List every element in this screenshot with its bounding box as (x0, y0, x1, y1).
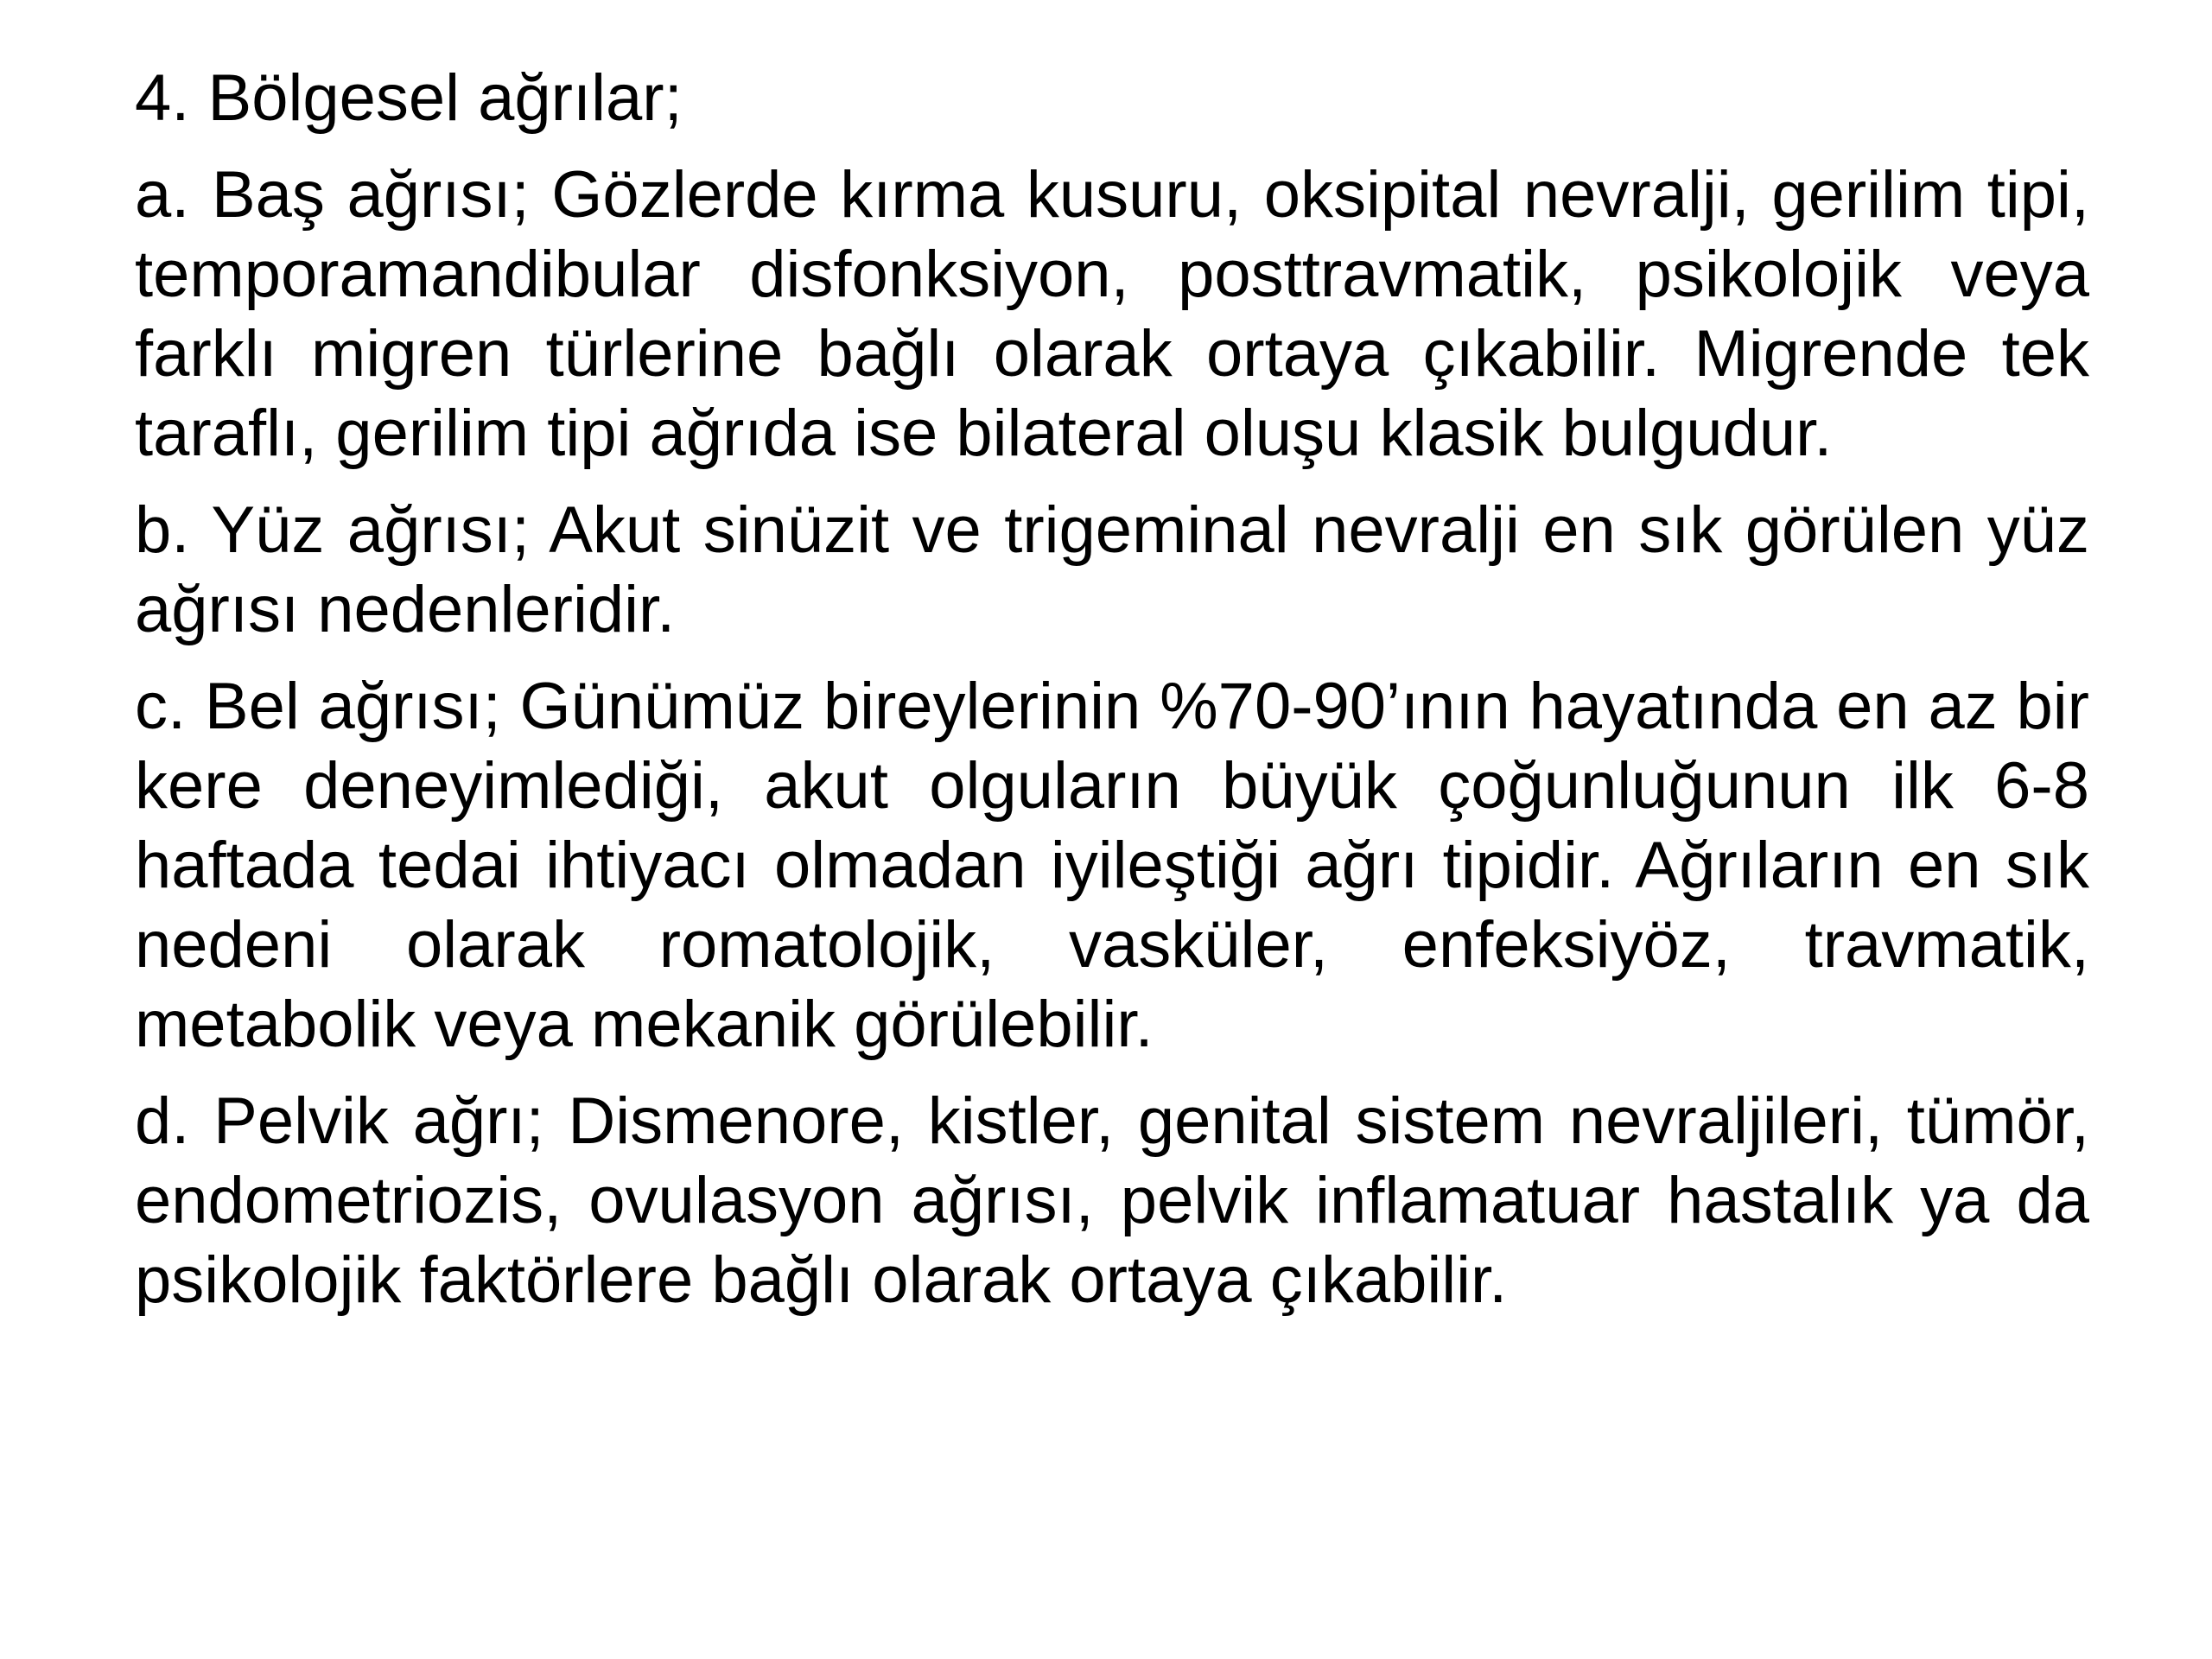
slide-content (135, 59, 2089, 1338)
section-heading: 4. Bölgesel ağrılar; (135, 61, 683, 135)
paragraph-headache: a. Baş ağrısı; Gözlerde kırma kusuru, oksipital nevralji, gerilim tipi, temporamandibular disfonksiyon, posttravmatik, psikolojik veya farklı migren türlerine bağlı olarak ortaya çıkabilir. Migrende tek taraflı, gerilim tipi ağrıda ise bilateral oluşu klasik bulgudur. (135, 158, 2089, 470)
paragraph-pelvic-pain: d. Pelvik ağrı; Dismenore, kistler, genital sistem nevraljileri, tümör, endometriozis, ovulasyon ağrısı, pelvik inflamatuar hastalık ya da psikolojik faktörlere bağlı olarak ortaya çıkabilir. (135, 1084, 2089, 1317)
paragraph-facial-pain: b. Yüz ağrısı; Akut sinüzit ve trigeminal nevralji en sık görülen yüz ağrısı nedenleridir. (135, 493, 2089, 646)
paragraph-back-pain: c. Bel ağrısı; Günümüz bireylerinin %70-90’ının hayatında en az bir kere deneyimlediği, akut olguların büyük çoğunluğunun ilk 6-8 haftada tedai ihtiyacı olmadan iyileştiği ağrı tipidir. Ağrıların en sık nedeni olarak romatolojik, vasküler, enfeksiyöz, travmatik, metabolik veya mekanik görülebilir. (135, 670, 2089, 1061)
